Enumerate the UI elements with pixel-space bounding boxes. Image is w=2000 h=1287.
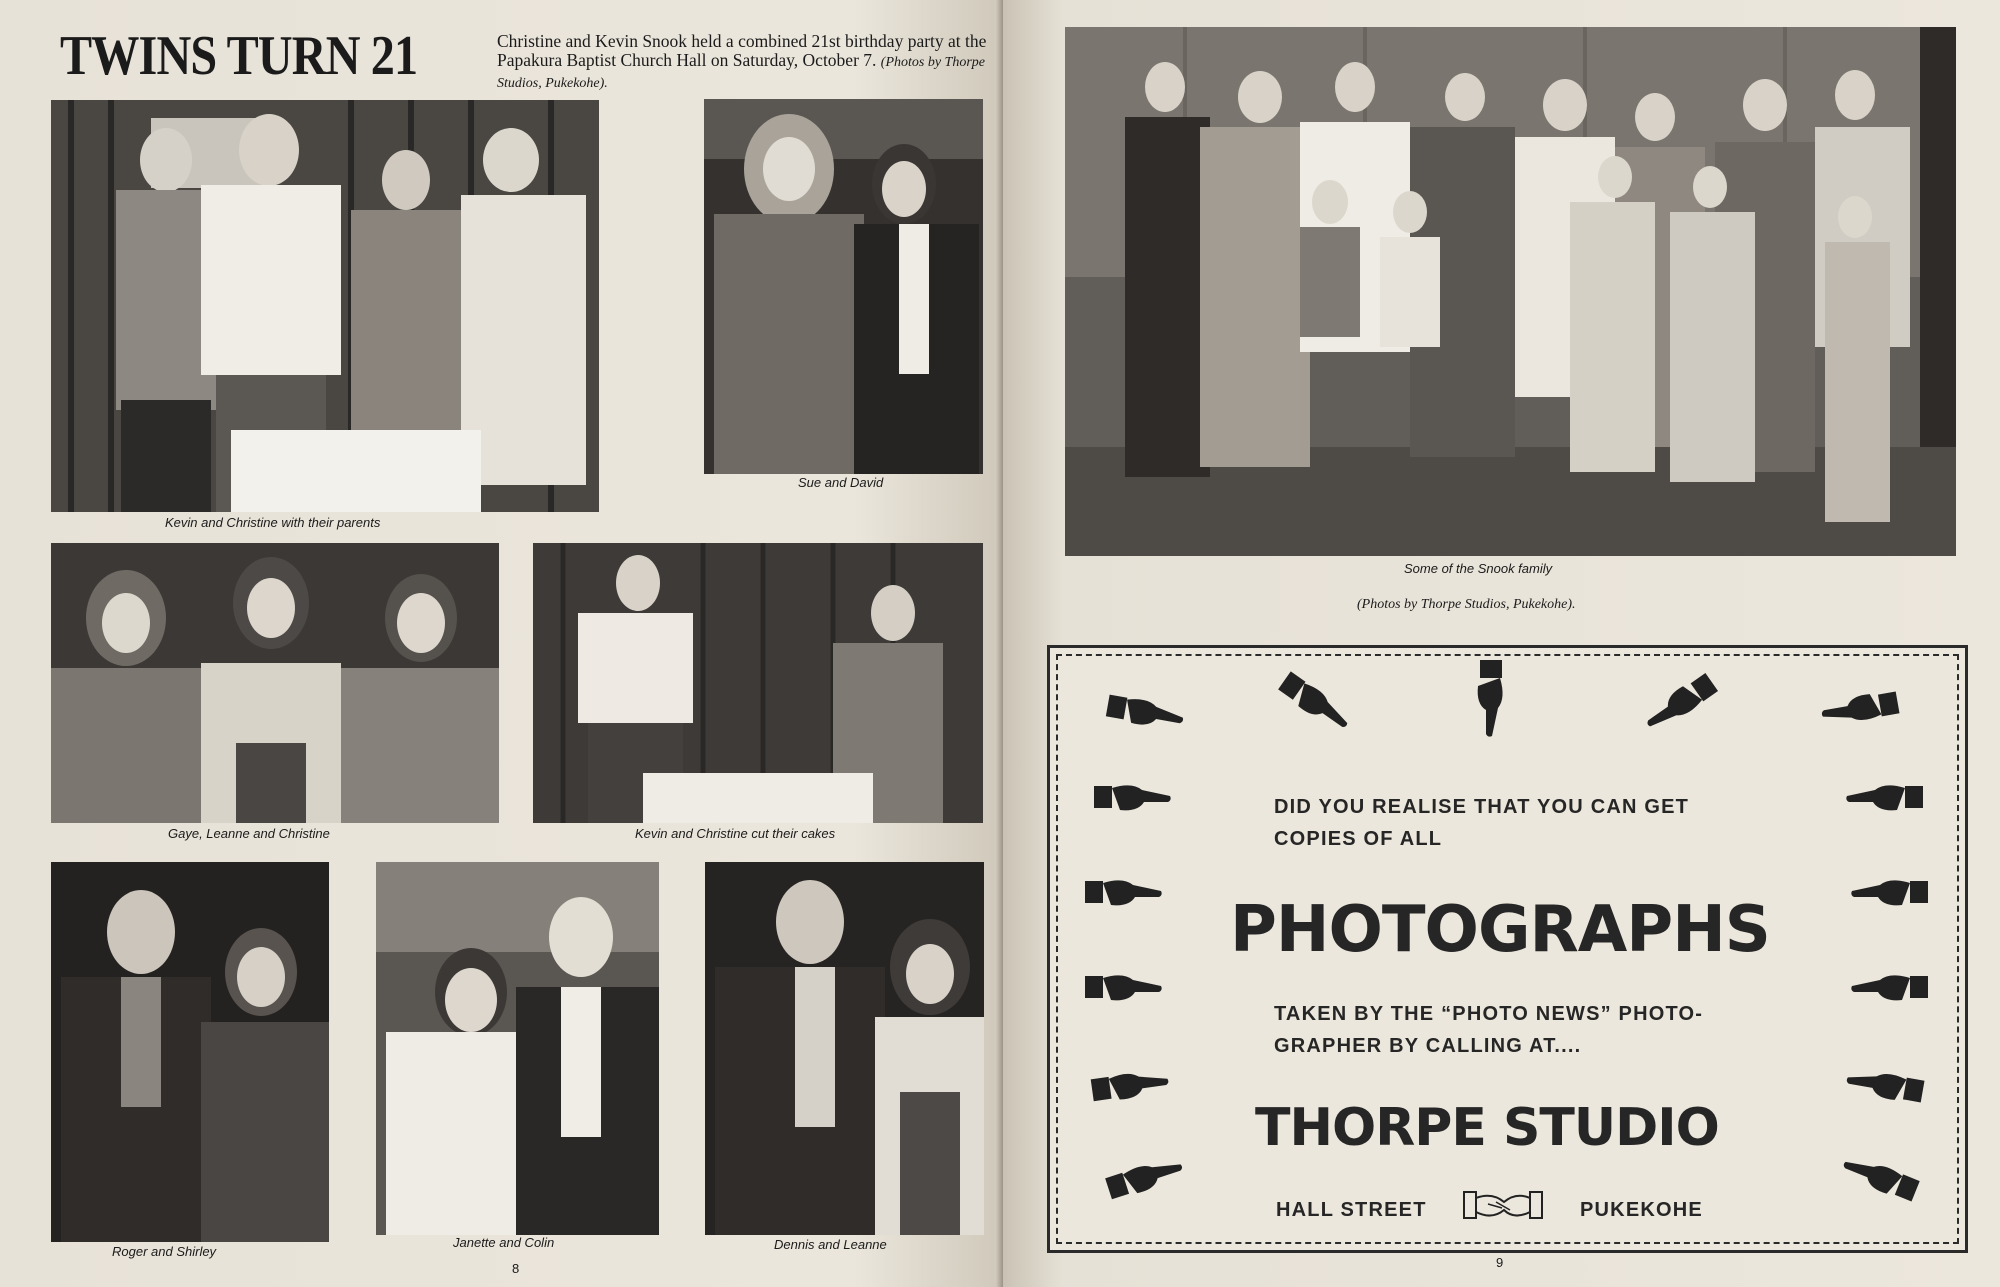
intro-credit: (Photos by Thorpe Studios, Pukekohe). [497,55,985,91]
caption-cut-cakes: Kevin and Christine cut their cakes [635,826,836,841]
caption-roger-shirley: Roger and Shirley [112,1244,217,1259]
thorpe-studio-advert [1047,645,1968,1253]
page-number-right: 9 [1496,1255,1504,1270]
advert-line-1: DID YOU REALISE THAT YOU CAN GET [1274,796,1690,818]
caption-gaye-leanne: Gaye, Leanne and Christine [168,826,330,841]
advert-line-2: COPIES OF ALL [1274,828,1443,850]
caption-dennis-leanne: Dennis and Leanne [774,1237,887,1252]
caption-parents: Kevin and Christine with their parents [165,515,381,530]
photo-cut-cakes [533,543,983,823]
pointing-hand-icon [1083,873,1163,913]
advert-headline: PHOTOGRAPHS [1230,893,1770,967]
handshake-icon [1462,1186,1544,1226]
caption-sue-david: Sue and David [798,475,884,490]
photo-roger-shirley [51,862,329,1242]
photo-parents [51,100,599,512]
pointing-hand-icon [1092,778,1172,818]
pointing-hand-icon [1850,968,1930,1008]
page-number-left: 8 [512,1261,520,1276]
pointing-hand-icon [1850,873,1930,913]
photo-gaye-leanne-christine [51,543,499,823]
photo-dennis-leanne [705,862,984,1235]
advert-town: PUKEKOHE [1580,1199,1703,1221]
intro-paragraph [497,32,987,93]
advert-line-4: GRAPHER BY CALLING AT.... [1274,1035,1582,1057]
intro-text: Christine and Kevin Snook held a combined 21st birthday party at the Papakura Baptist Church Hall on Saturday, October 7. [497,31,987,70]
caption-janette-colin: Janette and Colin [453,1235,555,1250]
pointing-hand-icon [1470,658,1510,738]
photo-snook-family [1065,27,1956,556]
advert-intro [1274,791,1689,855]
family-photo-credit: (Photos by Thorpe Studios, Pukekohe). [1357,597,1576,612]
advert-body [1274,998,1703,1062]
pointing-hand-icon [1845,778,1925,818]
page-headline: TWINS TURN 21 [60,25,418,87]
advert-studio-name: THORPE STUDIO [1255,1098,1719,1158]
photo-sue-david [704,99,983,474]
advert-street: HALL STREET [1276,1199,1427,1221]
pointing-hand-icon [1083,968,1163,1008]
photo-janette-colin [376,862,659,1235]
advert-line-3: TAKEN BY THE “PHOTO NEWS” PHOTO- [1274,1003,1704,1025]
caption-snook-family: Some of the Snook family [1404,561,1553,576]
